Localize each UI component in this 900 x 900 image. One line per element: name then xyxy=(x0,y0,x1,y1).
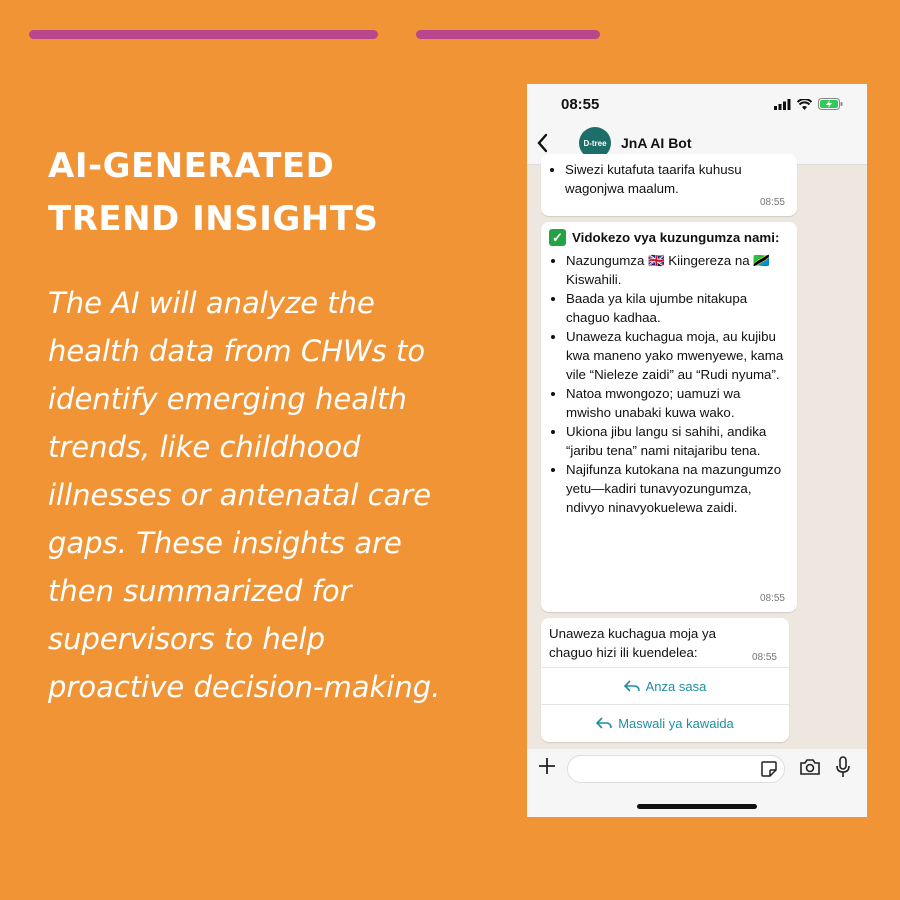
message-time: 08:55 xyxy=(751,652,777,663)
message-bubble xyxy=(541,154,797,216)
message-input[interactable] xyxy=(567,755,785,783)
status-time: 08:55 xyxy=(561,96,600,113)
headline xyxy=(48,140,468,246)
list-item: • Ukiona jibu langu si sahihi, andika “jaribu tena” nami nitajaribu tena. xyxy=(566,422,789,460)
quick-reply-maswali[interactable] xyxy=(541,704,789,741)
plus-icon[interactable] xyxy=(537,755,557,777)
signal-icon xyxy=(774,99,791,110)
decorative-bar-left xyxy=(29,30,378,39)
decorative-bar-right xyxy=(416,30,600,39)
status-bar xyxy=(527,84,867,124)
sticker-icon[interactable] xyxy=(760,760,778,778)
avatar-logo-text: D-tree xyxy=(583,138,607,148)
check-mark-icon: ✓ xyxy=(549,229,566,246)
mic-icon[interactable] xyxy=(835,756,851,778)
bot-name[interactable]: JnA AI Bot xyxy=(621,135,692,151)
list-item: • Baada ya kila ujumbe nitakupa chaguo kadhaa. xyxy=(566,289,789,327)
message-list xyxy=(549,160,789,198)
camera-icon[interactable] xyxy=(799,758,821,776)
list-item: • Unaweza kuchagua moja, au kujibu kwa maneno yako mwenyewe, kama vile “Nieleze zaidi” au “Rudi nyuma”. xyxy=(566,327,789,384)
quick-reply-label: Anza sasa xyxy=(645,678,707,694)
message-bubble xyxy=(541,222,797,612)
headline-line-2: TREND INSIGHTS xyxy=(48,199,379,239)
reply-arrow-icon xyxy=(596,717,612,729)
headline-line-1: AI-GENERATED xyxy=(48,146,335,186)
message-time: 08:55 xyxy=(759,197,785,208)
quick-reply-anza-sasa[interactable] xyxy=(541,667,789,704)
input-bar xyxy=(527,749,867,817)
phone-screenshot xyxy=(527,84,867,817)
wifi-icon xyxy=(797,99,812,110)
message-title-text: Vidokezo vya kuzungumza nami: xyxy=(572,230,780,245)
message-title xyxy=(549,228,789,247)
battery-charging-icon xyxy=(818,98,843,110)
message-bubble xyxy=(541,618,789,742)
message-time: 08:55 xyxy=(759,593,785,604)
list-item: • Natoa mwongozo; uamuzi wa mwisho unabaki kuwa wako. xyxy=(566,384,789,422)
quick-reply-label: Maswali ya kawaida xyxy=(618,715,734,731)
body-text: The AI will analyze the health data from CHWs to identify emerging health trends, like childhood illnesses or antenatal care gaps. These insights are then summarized for supervisors to help proactive decision-making. xyxy=(48,286,441,704)
list-item: • Najifunza kutokana na mazungumzo yetu—kadiri tunavyozungumza, ndivyo ninavyokuelewa zaidi. xyxy=(566,460,789,517)
list-item: • Siwezi kutafuta taarifa kuhusu wagonjwa maalum. xyxy=(565,160,789,198)
list-item: • Nazungumza 🇬🇧 Kiingereza na 🇹🇿 Kiswahili. xyxy=(566,251,789,289)
back-chevron-icon[interactable] xyxy=(535,132,549,154)
status-icons xyxy=(774,98,843,110)
reply-arrow-icon xyxy=(624,680,640,692)
message-list xyxy=(549,251,789,517)
message-text: Unaweza kuchagua moja ya chaguo hizi ili kuendelea: xyxy=(549,626,717,660)
home-indicator xyxy=(637,804,757,809)
